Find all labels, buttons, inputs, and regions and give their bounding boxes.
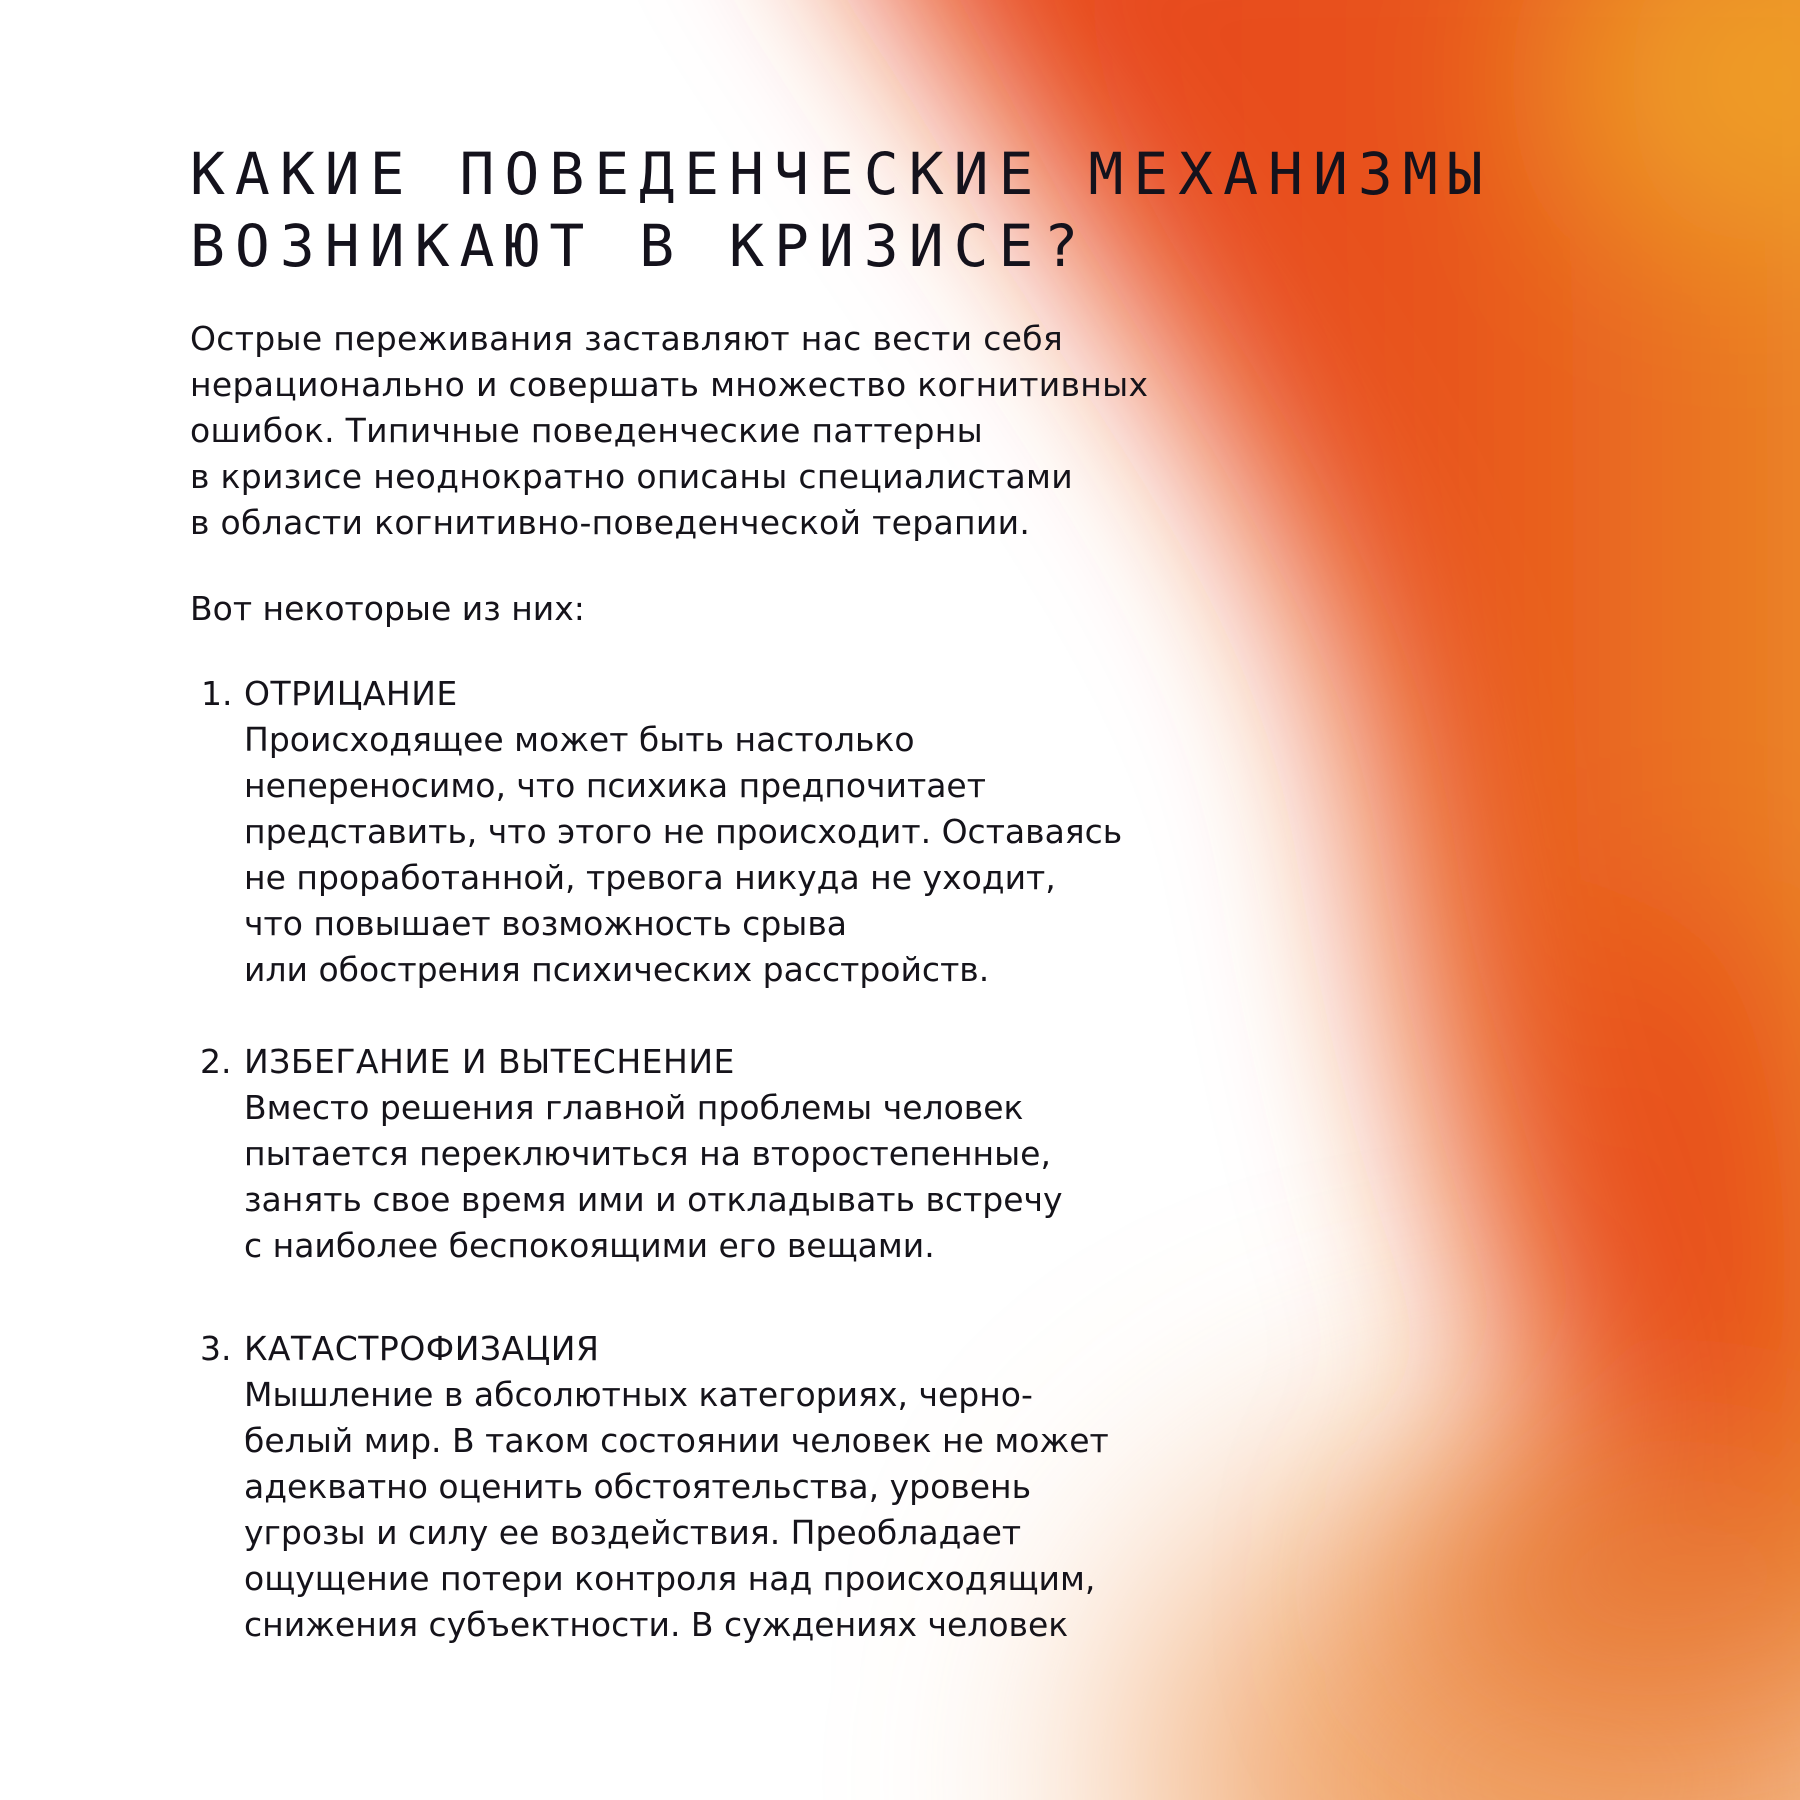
page-title xyxy=(190,138,1493,282)
item-number: 1. xyxy=(201,674,233,713)
title-line: КАКИЕ ПОВЕДЕНЧЕСКИЕ МЕХАНИЗМЫ xyxy=(190,140,1493,208)
item-description xyxy=(244,1085,1063,1269)
item-line: Мышление в абсолютных категориях, черно- xyxy=(244,1375,1033,1414)
item-line: пытается переключиться на второстепенные, xyxy=(244,1134,1051,1173)
title-line: ВОЗНИКАЮТ В КРИЗИСЕ? xyxy=(190,212,1089,280)
item-line: что повышает возможность срыва xyxy=(244,904,847,943)
list-item-catastrophizing xyxy=(190,1326,1109,1648)
item-line: или обострения психических расстройств. xyxy=(244,950,990,989)
intro-line: нерационально и совершать множество когнитивных xyxy=(190,365,1149,404)
intro-line: в области когнитивно-поведенческой терапии. xyxy=(190,503,1031,542)
item-description xyxy=(244,1372,1109,1648)
item-line: занять свое время ими и откладывать встречу xyxy=(244,1180,1063,1219)
list-item-avoidance xyxy=(190,1039,1063,1269)
intro-paragraph xyxy=(190,316,1148,546)
item-line: ощущение потери контроля над происходящим, xyxy=(244,1559,1096,1598)
item-line: белый мир. В таком состоянии человек не может xyxy=(244,1421,1109,1460)
item-line: адекватно оценить обстоятельства, уровень xyxy=(244,1467,1032,1506)
intro-line: ошибок. Типичные поведенческие паттерны xyxy=(190,411,983,450)
list-item-denial xyxy=(190,671,1122,993)
list-lead: Вот некоторые из них: xyxy=(190,589,585,628)
item-line: не проработанной, тревога никуда не уходит, xyxy=(244,858,1056,897)
intro-line: Острые переживания заставляют нас вести себя xyxy=(190,319,1064,358)
item-line: Вместо решения главной проблемы человек xyxy=(244,1088,1024,1127)
item-heading: ИЗБЕГАНИЕ И ВЫТЕСНЕНИЕ xyxy=(244,1042,735,1081)
intro-line: в кризисе неоднократно описаны специалистами xyxy=(190,457,1073,496)
item-number: 3. xyxy=(200,1329,232,1368)
item-line: представить, что этого не происходит. Оставаясь xyxy=(244,812,1123,851)
item-description xyxy=(244,717,1122,993)
item-heading: КАТАСТРОФИЗАЦИЯ xyxy=(244,1329,600,1368)
item-number: 2. xyxy=(200,1042,232,1081)
item-line: снижения субъектности. В суждениях человек xyxy=(244,1605,1069,1644)
item-heading: ОТРИЦАНИЕ xyxy=(244,674,458,713)
item-line: непереносимо, что психика предпочитает xyxy=(244,766,986,805)
item-line: Происходящее может быть настолько xyxy=(244,720,915,759)
item-line: угрозы и силу ее воздействия. Преобладает xyxy=(244,1513,1022,1552)
item-line: с наиболее беспокоящими его вещами. xyxy=(244,1226,935,1265)
